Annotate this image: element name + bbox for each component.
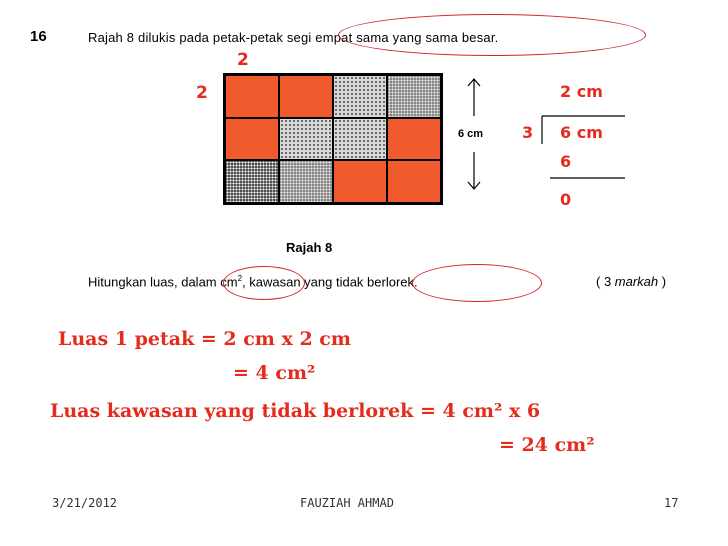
shaded-square-r1c3 xyxy=(333,75,387,118)
slide-number: 17 xyxy=(664,496,679,510)
unshaded-square-r2c1 xyxy=(225,118,279,161)
division-divisor: 3 xyxy=(522,123,534,142)
unshaded-square-r3c4 xyxy=(387,160,441,203)
marks-label xyxy=(596,274,666,289)
division-dividend: 6 cm xyxy=(560,123,603,142)
shaded-square-r1c4 xyxy=(387,75,441,118)
division-bracket xyxy=(540,108,630,183)
footer-date: 3/21/2012 xyxy=(52,496,118,510)
highlight-oval-cm2 xyxy=(223,266,305,300)
highlight-oval-tidak-berlorek xyxy=(412,264,542,302)
unshaded-square-r3c3 xyxy=(333,160,387,203)
dimension-label: 6 cm xyxy=(458,128,484,140)
division-subtract: 6 xyxy=(560,152,572,171)
figure-caption: Rajah 8 xyxy=(286,240,333,255)
rajah-8-grid xyxy=(223,73,443,205)
top-side-label: 2 xyxy=(237,50,249,70)
shaded-square-r3c1 xyxy=(225,160,279,203)
unshaded-square-r2c4 xyxy=(387,118,441,161)
question-text: Rajah 8 dilukis pada petak-petak segi empat sama yang sama besar. xyxy=(88,30,499,45)
instruction-suffix: , kawasan yang tidak berlorek. xyxy=(242,274,418,290)
instruction-prefix: Hitungkan luas, dalam cm xyxy=(88,274,238,290)
division-remainder: 0 xyxy=(560,190,572,209)
unshaded-square-r1c2 xyxy=(279,75,333,118)
marks-word: markah xyxy=(614,274,659,289)
unshaded-square-r1c1 xyxy=(225,75,279,118)
shaded-square-r2c2 xyxy=(279,118,333,161)
shaded-square-r2c3 xyxy=(333,118,387,161)
solution-line-4: = 24 cm² xyxy=(499,434,595,456)
solution-line-1: Luas 1 petak = 2 cm x 2 cm xyxy=(58,328,351,350)
division-quotient: 2 cm xyxy=(560,82,603,101)
highlight-oval-segi-empat xyxy=(338,14,646,56)
instruction-sup: 2 xyxy=(237,274,243,283)
marks-open: ( 3 xyxy=(596,274,615,289)
left-side-label: 2 xyxy=(196,83,208,103)
solution-line-3: Luas kawasan yang tidak berlorek = 4 cm² x 6 xyxy=(50,400,541,422)
solution-line-2: = 4 cm² xyxy=(233,362,316,384)
footer-author: FAUZIAH AHMAD xyxy=(300,496,394,510)
marks-close: ) xyxy=(658,274,667,289)
shaded-square-r3c2 xyxy=(279,160,333,203)
question-number: 16 xyxy=(30,28,47,45)
